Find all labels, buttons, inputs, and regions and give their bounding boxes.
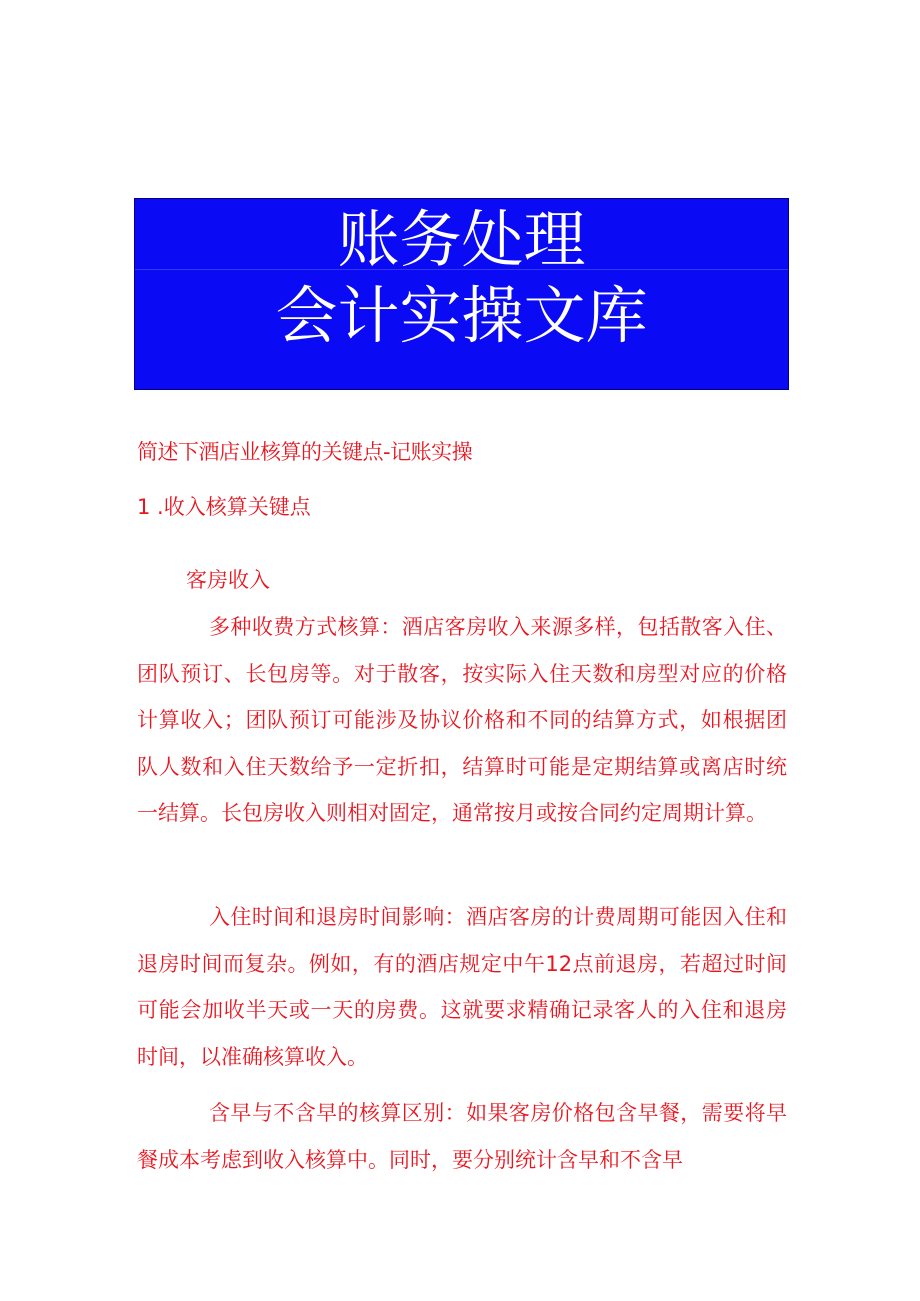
- paragraph-pricing-methods: 多种收费方式核算：酒店客房收入来源多样，包括散客入住、团队预订、长包房等。对于散客，按实际入住天数和房型对应的价格计算收入；团队预订可能涉及协议价格和不同的结算方式，如根据团队人数和入住天数给予一定折扣，结算时可能是定期结算或离店时统一结算。长包房收入则相对固定，通常按月或按合同约定周期计算。: [137, 615, 787, 825]
- banner-title-line-2: 会计实操文库: [275, 279, 648, 352]
- section-heading: 1 .收入核算关键点: [137, 495, 311, 519]
- document-title: 简述下酒店业核算的关键点-记账实操: [137, 440, 473, 464]
- header-banner: [134, 198, 789, 390]
- paragraph-checkin-checkout: 入住时间和退房时间影响：酒店客房的计费周期可能因入住和退房时间而复杂。例如，有的酒店规定中午12点前退房，若超过时间可能会加收半天或一天的房费。这就要求精确记录客人的入住和退房时间，以准确核算收入。: [137, 905, 787, 1069]
- subsection-heading: 客房收入: [186, 568, 270, 592]
- paragraph-breakfast: 含早与不含早的核算区别：如果客房价格包含早餐，需要将早餐成本考虑到收入核算中。同时，要分别统计含早和不含早: [137, 1101, 787, 1172]
- banner-divider: [135, 269, 788, 270]
- banner-title-line-1: 账务处理: [337, 203, 586, 276]
